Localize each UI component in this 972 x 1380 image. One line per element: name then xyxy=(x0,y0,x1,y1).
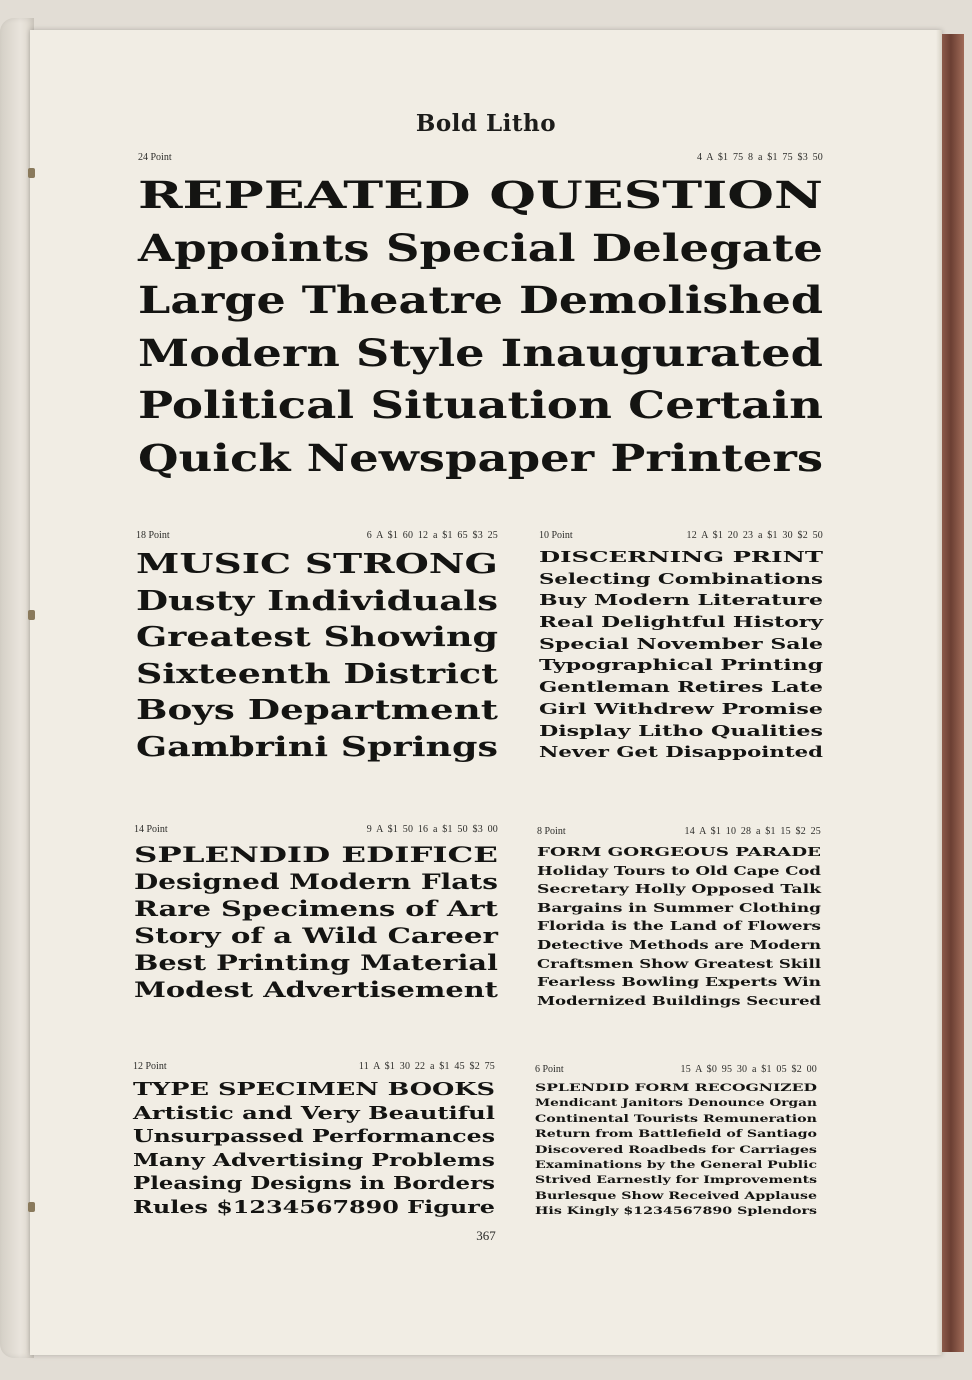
specimen-header xyxy=(535,1064,817,1075)
point-size-label: 12 Point xyxy=(133,1061,167,1072)
specimen-line: Buy Modern Literature xyxy=(539,591,823,610)
specimen-header xyxy=(539,530,823,541)
price-label: 9 A $1 50 16 a $1 50 $3 00 xyxy=(366,824,498,835)
book-cover-edge xyxy=(942,34,964,1352)
specimen-lines xyxy=(539,547,823,764)
specimen-line: Real Delightful History xyxy=(539,613,823,632)
specimen-line: Girl Withdrew Promise xyxy=(539,699,823,718)
specimen-line: DISCERNING PRINT xyxy=(539,548,824,566)
specimen-line: SPLENDID EDIFICE xyxy=(134,842,499,867)
specimen-line: Holiday Tours to Old Cape Cod xyxy=(537,863,821,878)
facing-page-edge xyxy=(0,18,34,1358)
point-size-label: 8 Point xyxy=(537,826,566,837)
specimen-line: His Kingly $1234567890 Splendors xyxy=(535,1206,817,1218)
specimen-line: Story of a Wild Career xyxy=(134,923,498,948)
specimen-lines xyxy=(136,547,498,767)
point-size-label: 14 Point xyxy=(134,824,168,835)
specimen-line: Many Advertising Problems xyxy=(133,1149,495,1171)
specimen-6-point xyxy=(535,1064,817,1220)
specimen-line: Special November Sale xyxy=(539,634,823,653)
specimen-lines xyxy=(138,169,823,484)
specimen-lines xyxy=(133,1078,495,1219)
specimen-line: Designed Modern Flats xyxy=(134,869,498,894)
binding-thread-mark xyxy=(28,610,35,620)
page-number: 367 xyxy=(476,1228,496,1243)
specimen-line: Selecting Combinations xyxy=(539,569,824,588)
specimen-line: Display Litho Qualities xyxy=(539,721,823,740)
specimen-14-point xyxy=(134,824,498,1003)
specimen-line: Pleasing Designs in Borders xyxy=(133,1173,496,1194)
specimen-line: Mendicant Janitors Denounce Organ xyxy=(535,1098,817,1110)
page-title: Bold Litho xyxy=(415,110,557,137)
specimen-line: Bargains in Summer Clothing xyxy=(537,900,822,915)
specimen-line: Artistic and Very Beautiful xyxy=(133,1102,495,1124)
price-label: 12 A $1 20 23 a $1 30 $2 50 xyxy=(686,530,823,541)
specimen-8-point xyxy=(537,826,821,1010)
specimen-line: Quick Newspaper Printers xyxy=(138,435,824,480)
specimen-lines xyxy=(134,841,498,1003)
specimen-line: Typographical Printing xyxy=(539,656,824,675)
specimen-line: Return from Battlefield of Santiago xyxy=(535,1129,817,1141)
point-size-label: 24 Point xyxy=(138,152,172,163)
point-size-label: 10 Point xyxy=(539,530,573,541)
specimen-line: Strived Earnestly for Improvements xyxy=(535,1175,817,1187)
specimen-line: Appoints Special Delegate xyxy=(138,225,824,270)
specimen-18-point xyxy=(136,530,498,767)
specimen-lines xyxy=(537,843,821,1010)
specimen-line: FORM GORGEOUS PARADE xyxy=(537,845,821,859)
specimen-line: MUSIC STRONG xyxy=(136,549,498,580)
specimen-line: Examinations by the General Public xyxy=(535,1159,818,1171)
specimen-line: Modernized Buildings Secured xyxy=(537,993,822,1008)
specimen-header xyxy=(537,826,821,837)
specimen-line: TYPE SPECIMEN BOOKS xyxy=(133,1079,495,1100)
specimen-line: Continental Tourists Remuneration xyxy=(535,1113,817,1125)
specimen-line: Gentleman Retires Late xyxy=(539,678,824,697)
specimen-line: Boys Department xyxy=(136,695,498,727)
specimen-line: Political Situation Certain xyxy=(138,383,824,427)
price-label: 15 A $0 95 30 a $1 05 $2 00 xyxy=(680,1064,817,1075)
specimen-line: Dusty Individuals xyxy=(136,585,499,617)
binding-thread-mark xyxy=(28,168,35,178)
specimen-line: Rare Specimens of Art xyxy=(134,896,499,921)
specimen-24-point xyxy=(138,152,823,484)
specimen-line: Fearless Bowling Experts Win xyxy=(537,975,822,990)
specimen-line: Best Printing Material xyxy=(134,950,498,975)
specimen-header xyxy=(136,530,498,541)
specimen-lines xyxy=(535,1081,817,1220)
specimen-12-point xyxy=(133,1061,495,1219)
price-label: 11 A $1 30 22 a $1 45 $2 75 xyxy=(358,1061,495,1072)
binding-thread-mark xyxy=(28,1202,35,1212)
specimen-header xyxy=(138,152,823,163)
specimen-line: Craftsmen Show Greatest Skill xyxy=(537,956,822,971)
specimen-line: Modest Advertisement xyxy=(134,977,499,1002)
specimen-line: Large Theatre Demolished xyxy=(138,278,824,322)
specimen-line: REPEATED QUESTION xyxy=(138,173,823,217)
specimen-line: Greatest Showing xyxy=(136,622,498,654)
specimen-line: Detective Methods are Modern xyxy=(537,937,822,952)
point-size-label: 18 Point xyxy=(136,530,170,541)
specimen-header xyxy=(134,824,498,835)
price-label: 6 A $1 60 12 a $1 65 $3 25 xyxy=(366,530,498,541)
specimen-line: Burlesque Show Received Applause xyxy=(535,1190,818,1202)
specimen-line: Modern Style Inaugurated xyxy=(138,330,823,375)
specimen-line: Secretary Holly Opposed Talk xyxy=(537,882,822,897)
specimen-10-point xyxy=(539,530,823,764)
specimen-line: Rules $1234567890 Figure xyxy=(133,1196,495,1218)
specimen-line: Gambrini Springs xyxy=(136,731,498,763)
specimen-line: Sixteenth District xyxy=(136,658,498,690)
price-label: 4 A $1 75 8 a $1 75 $3 50 xyxy=(696,152,823,163)
point-size-label: 6 Point xyxy=(535,1064,564,1075)
specimen-line: Discovered Roadbeds for Carriages xyxy=(535,1144,818,1156)
specimen-line: Florida is the Land of Flowers xyxy=(537,919,821,934)
specimen-line: SPLENDID FORM RECOGNIZED xyxy=(535,1083,817,1094)
specimen-line: Never Get Disappointed xyxy=(539,743,823,762)
specimen-line: Unsurpassed Performances xyxy=(133,1126,496,1147)
price-label: 14 A $1 10 28 a $1 15 $2 25 xyxy=(684,826,821,837)
specimen-header xyxy=(133,1061,495,1072)
